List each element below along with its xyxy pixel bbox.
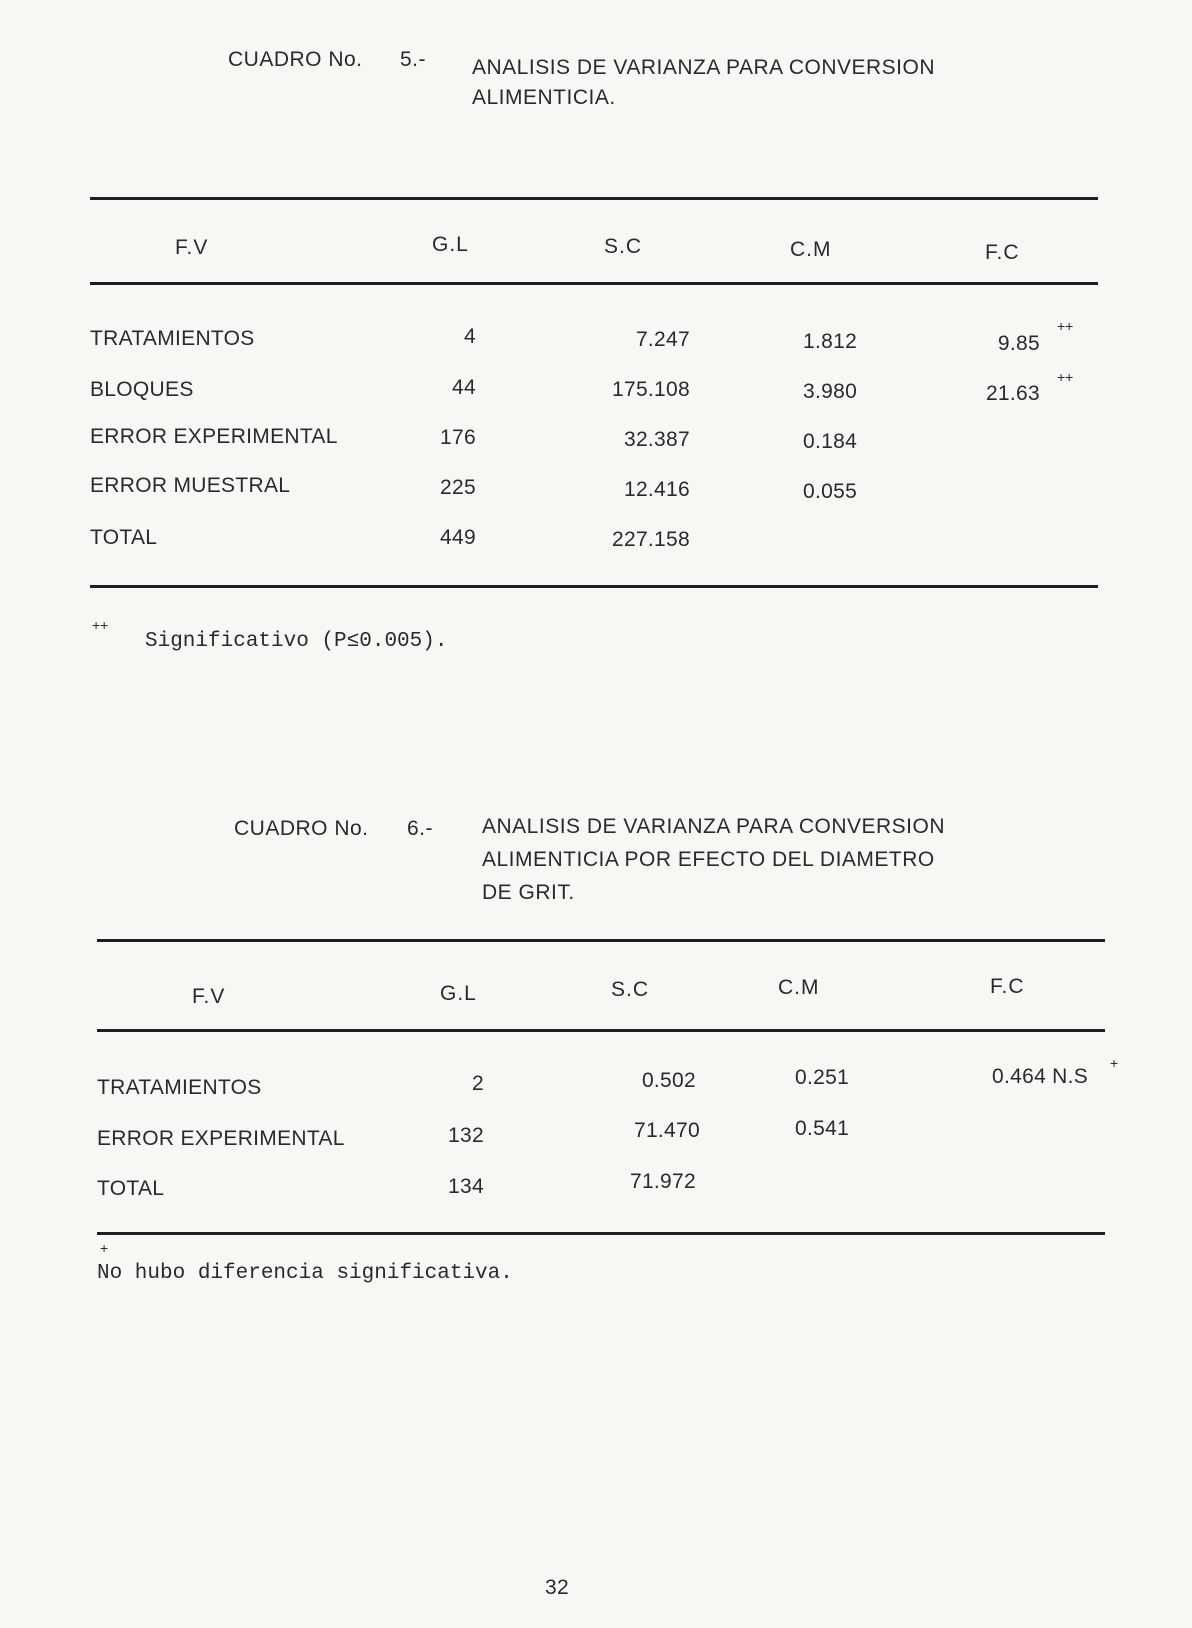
table6-top-rule	[97, 939, 1105, 942]
table5-row3-gl: 176	[440, 426, 476, 449]
table6-header-rule	[97, 1029, 1105, 1032]
table5-header-rule	[90, 282, 1098, 285]
table5-title-line2: ALIMENTICIA.	[472, 86, 616, 109]
table6-title-line3: DE GRIT.	[482, 881, 575, 904]
table6-row2-sc: 71.470	[633, 1119, 700, 1142]
table5-number: 5.-	[400, 48, 427, 71]
table6-number: 6.-	[407, 817, 434, 840]
table5-row2-gl: 44	[452, 376, 476, 399]
table6-row1-fc: 0.464 N.S	[992, 1065, 1089, 1088]
page-number: 32	[545, 1576, 569, 1599]
table5-row4-gl: 225	[440, 476, 476, 499]
table6-header-fc: F.C	[990, 975, 1025, 998]
table5-row1-fv: TRATAMIENTOS	[90, 327, 255, 350]
table5-row3-fv: ERROR EXPERIMENTAL	[90, 425, 338, 448]
table5-row1-fc: 9.85	[997, 332, 1040, 355]
table6-title-line1: ANALISIS DE VARIANZA PARA CONVERSION	[482, 815, 946, 838]
table6-header-cm: C.M	[778, 976, 820, 999]
table5-row1-fc-mark: ++	[1057, 318, 1074, 334]
table5-row2-fv: BLOQUES	[90, 378, 194, 401]
table5-row2-fc: 21.63	[985, 382, 1040, 405]
table5-footnote: Significativo (P≤0.005).	[145, 630, 448, 653]
table6-footnote-mark: +	[100, 1240, 109, 1256]
table5-row4-cm: 0.055	[803, 480, 858, 503]
table6-row1-fc-mark: +	[1110, 1055, 1119, 1071]
table6-row1-cm: 0.251	[795, 1066, 850, 1089]
table5-header-cm: C.M	[790, 238, 832, 261]
table6-footnote: No hubo diferencia significativa.	[97, 1262, 513, 1285]
table5-row4-sc: 12.416	[623, 478, 690, 501]
table6-title-line2: ALIMENTICIA POR EFECTO DEL DIAMETRO	[482, 848, 935, 871]
table5-row5-sc: 227.158	[611, 528, 690, 551]
table6-row2-fv: ERROR EXPERIMENTAL	[97, 1127, 345, 1150]
table6-row2-cm: 0.541	[795, 1117, 850, 1140]
table6-label: CUADRO No.	[234, 817, 369, 840]
table6-header-fv: F.V	[192, 985, 226, 1008]
table5-header-sc: S.C	[604, 235, 643, 258]
table6-row1-sc: 0.502	[641, 1069, 696, 1092]
table5-row1-sc: 7.247	[635, 328, 690, 351]
table5-header-fc: F.C	[985, 241, 1020, 264]
table5-header-gl: G.L	[432, 233, 469, 256]
table5-label: CUADRO No.	[228, 48, 363, 71]
table5-row2-sc: 175.108	[611, 378, 690, 401]
table5-row2-fc-mark: ++	[1057, 369, 1074, 385]
table6-row3-fv: TOTAL	[97, 1177, 165, 1200]
table5-row3-sc: 32.387	[623, 428, 690, 451]
table5-row1-cm: 1.812	[803, 330, 858, 353]
table5-bottom-rule	[90, 585, 1098, 588]
table5-top-rule	[90, 197, 1098, 200]
table5-header-fv: F.V	[175, 236, 209, 259]
table6-row3-gl: 134	[448, 1175, 484, 1198]
table5-row4-fv: ERROR MUESTRAL	[90, 474, 291, 497]
table6-header-gl: G.L	[440, 982, 477, 1005]
table5-row2-cm: 3.980	[803, 380, 858, 403]
table5-row1-gl: 4	[464, 325, 476, 348]
table6-row1-gl: 2	[472, 1072, 484, 1095]
table6-bottom-rule	[97, 1232, 1105, 1235]
table5-row3-cm: 0.184	[803, 430, 858, 453]
table6-row1-fv: TRATAMIENTOS	[97, 1076, 262, 1099]
table6-row3-sc: 71.972	[629, 1170, 696, 1193]
table5-title-line1: ANALISIS DE VARIANZA PARA CONVERSION	[472, 56, 936, 79]
table5-row5-fv: TOTAL	[90, 526, 158, 549]
table6-header-sc: S.C	[611, 978, 650, 1001]
table5-row5-gl: 449	[440, 526, 476, 549]
table5-footnote-mark: ++	[92, 617, 109, 633]
table6-row2-gl: 132	[448, 1124, 484, 1147]
